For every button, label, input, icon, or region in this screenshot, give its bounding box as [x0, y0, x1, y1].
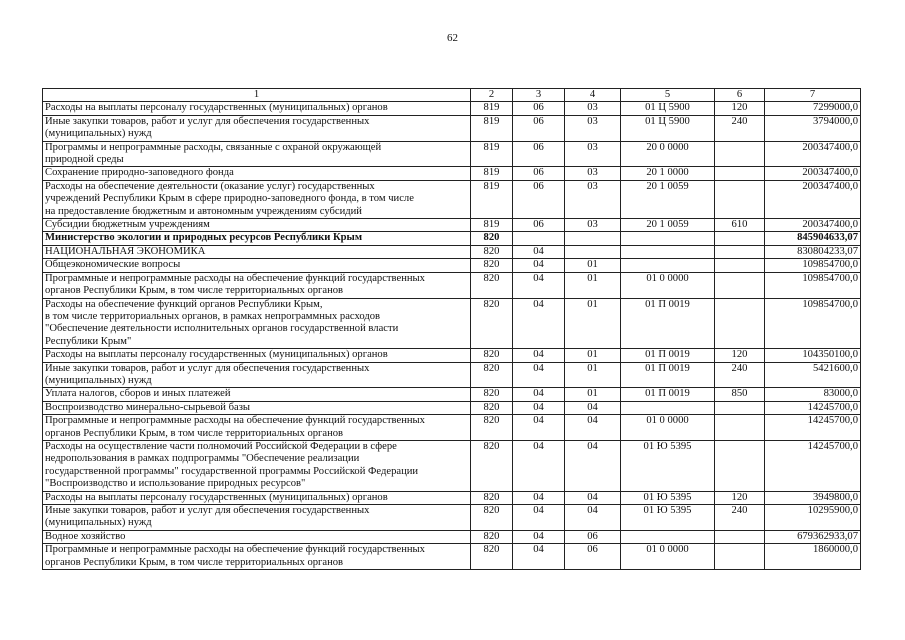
- item-name-cell: [43, 167, 471, 180]
- section-code-cell: 06: [513, 167, 565, 180]
- expense-type-cell: [715, 167, 765, 180]
- ministry-code-cell: 820: [471, 232, 513, 245]
- target-article-cell: 01 0 0000: [621, 272, 715, 298]
- item-name-cell: [43, 102, 471, 115]
- expense-type-cell: [715, 530, 765, 543]
- target-article-cell: 20 1 0059: [621, 219, 715, 232]
- amount-cell: 830804233,07: [765, 245, 861, 258]
- item-name-line: Расходы на выплаты персоналу государственных (муниципальных) органов: [45, 349, 388, 361]
- subsection-code-cell: [565, 245, 621, 258]
- subsection-code-cell: 03: [565, 167, 621, 180]
- subsection-code-cell: 06: [565, 530, 621, 543]
- item-name-line: в том числе территориальных органов, в рамках непрограммных расходов: [45, 310, 381, 322]
- item-name-line: органов Республики Крым, в том числе территориальных органов: [45, 556, 344, 568]
- item-name-line: Республики Крым": [45, 335, 132, 347]
- item-name-line: Министерство экологии и природных ресурсов Республики Крым: [45, 232, 363, 244]
- amount-cell: 14245700,0: [765, 415, 861, 441]
- ministry-code-cell: 820: [471, 401, 513, 414]
- table-row: [43, 245, 861, 258]
- section-code-cell: 04: [513, 401, 565, 414]
- target-article-cell: [621, 232, 715, 245]
- target-article-cell: 01 0 0000: [621, 415, 715, 441]
- target-article-cell: 01 П 0019: [621, 388, 715, 401]
- item-name-line: Уплата налогов, сборов и иных платежей: [45, 388, 231, 400]
- table-row: [43, 362, 861, 388]
- item-name-line: органов Республики Крым, в том числе территориальных органов: [45, 427, 344, 439]
- item-name-cell: [43, 245, 471, 258]
- item-name-line: Программные и непрограммные расходы на обеспечение функций государственных: [45, 272, 425, 284]
- section-code-cell: 04: [513, 259, 565, 272]
- expense-type-cell: [715, 141, 765, 167]
- column-header: 4: [565, 89, 621, 102]
- expense-type-cell: 610: [715, 219, 765, 232]
- item-name-line: Субсидии бюджетным учреждениям: [45, 219, 210, 231]
- expense-type-cell: 850: [715, 388, 765, 401]
- expense-type-cell: [715, 298, 765, 349]
- table-row: [43, 388, 861, 401]
- ministry-code-cell: 820: [471, 530, 513, 543]
- expense-type-cell: 120: [715, 349, 765, 362]
- section-code-cell: 06: [513, 141, 565, 167]
- section-code-cell: 04: [513, 362, 565, 388]
- item-name-line: Иные закупки товаров, работ и услуг для обеспечения государственных: [45, 362, 370, 374]
- table-row: [43, 401, 861, 414]
- item-name-line: Программы и непрограммные расходы, связанные с охраной окружающей: [45, 141, 382, 153]
- section-code-cell: 04: [513, 349, 565, 362]
- amount-cell: 200347400,0: [765, 167, 861, 180]
- item-name-line: "Воспроизводство и использование природных ресурсов": [45, 478, 306, 490]
- section-code-cell: 04: [513, 272, 565, 298]
- item-name-line: учреждений Республики Крым в сфере природно-заповедного фонда, в том числе: [45, 193, 414, 205]
- table-header-row: [43, 89, 861, 102]
- item-name-cell: [43, 298, 471, 349]
- subsection-code-cell: 01: [565, 362, 621, 388]
- item-name-line: (муниципальных) нужд: [45, 128, 152, 140]
- ministry-code-cell: 819: [471, 102, 513, 115]
- expense-type-cell: [715, 415, 765, 441]
- item-name-cell: [43, 219, 471, 232]
- expense-type-cell: [715, 544, 765, 570]
- section-code-cell: 04: [513, 530, 565, 543]
- section-code-cell: [513, 232, 565, 245]
- expense-type-cell: 240: [715, 362, 765, 388]
- amount-cell: 679362933,07: [765, 530, 861, 543]
- column-header: 6: [715, 89, 765, 102]
- target-article-cell: 01 П 0019: [621, 362, 715, 388]
- target-article-cell: 20 1 0059: [621, 180, 715, 218]
- table-row: [43, 232, 861, 245]
- amount-cell: 200347400,0: [765, 219, 861, 232]
- ministry-code-cell: 820: [471, 349, 513, 362]
- item-name-line: НАЦИОНАЛЬНАЯ ЭКОНОМИКА: [45, 245, 206, 257]
- item-name-line: на предоставление бюджетным и автономным учреждениям субсидий: [45, 205, 362, 217]
- expense-type-cell: [715, 180, 765, 218]
- amount-cell: 109854700,0: [765, 259, 861, 272]
- item-name-cell: [43, 362, 471, 388]
- item-name-cell: [43, 505, 471, 531]
- table-row: [43, 115, 861, 141]
- table-row: [43, 167, 861, 180]
- table-row: [43, 219, 861, 232]
- subsection-code-cell: 06: [565, 544, 621, 570]
- ministry-code-cell: 820: [471, 505, 513, 531]
- budget-table: [42, 88, 861, 570]
- ministry-code-cell: 819: [471, 180, 513, 218]
- target-article-cell: 01 Ц 5900: [621, 115, 715, 141]
- subsection-code-cell: 01: [565, 349, 621, 362]
- ministry-code-cell: 820: [471, 245, 513, 258]
- subsection-code-cell: 04: [565, 415, 621, 441]
- ministry-code-cell: 820: [471, 440, 513, 491]
- item-name-line: Воспроизводство минерально-сырьевой базы: [45, 401, 251, 413]
- expense-type-cell: [715, 401, 765, 414]
- subsection-code-cell: 04: [565, 491, 621, 504]
- target-article-cell: 01 Ю 5395: [621, 505, 715, 531]
- table-row: [43, 530, 861, 543]
- ministry-code-cell: 820: [471, 388, 513, 401]
- column-header: 5: [621, 89, 715, 102]
- item-name-cell: [43, 259, 471, 272]
- amount-cell: 3794000,0: [765, 115, 861, 141]
- expense-type-cell: [715, 245, 765, 258]
- item-name-cell: [43, 415, 471, 441]
- section-code-cell: 04: [513, 491, 565, 504]
- table-row: [43, 491, 861, 504]
- column-header: 2: [471, 89, 513, 102]
- ministry-code-cell: 820: [471, 544, 513, 570]
- item-name-line: (муниципальных) нужд: [45, 374, 152, 386]
- amount-cell: 109854700,0: [765, 272, 861, 298]
- subsection-code-cell: 01: [565, 272, 621, 298]
- item-name-cell: [43, 491, 471, 504]
- amount-cell: 83000,0: [765, 388, 861, 401]
- item-name-line: Расходы на обеспечение деятельности (оказание услуг) государственных: [45, 180, 375, 192]
- item-name-line: Общеэкономические вопросы: [45, 259, 181, 271]
- item-name-line: Водное хозяйство: [45, 530, 126, 542]
- section-code-cell: 06: [513, 180, 565, 218]
- target-article-cell: 01 0 0000: [621, 544, 715, 570]
- amount-cell: 5421600,0: [765, 362, 861, 388]
- ministry-code-cell: 819: [471, 167, 513, 180]
- table-row: [43, 505, 861, 531]
- expense-type-cell: 240: [715, 115, 765, 141]
- column-header: 1: [43, 89, 471, 102]
- item-name-cell: [43, 232, 471, 245]
- target-article-cell: 01 Ю 5395: [621, 440, 715, 491]
- table-row: [43, 298, 861, 349]
- section-code-cell: 06: [513, 219, 565, 232]
- item-name-line: органов Республики Крым, в том числе территориальных органов: [45, 285, 344, 297]
- item-name-line: Расходы на выплаты персоналу государственных (муниципальных) органов: [45, 102, 388, 114]
- table-row: [43, 259, 861, 272]
- ministry-code-cell: 820: [471, 415, 513, 441]
- item-name-line: природной среды: [45, 154, 124, 166]
- item-name-line: государственной программы" государственной программы Российской Федерации: [45, 465, 419, 477]
- ministry-code-cell: 819: [471, 219, 513, 232]
- item-name-line: Расходы на осуществление части полномочий Российской Федерации в сфере: [45, 440, 397, 452]
- amount-cell: 10295900,0: [765, 505, 861, 531]
- target-article-cell: 20 0 0000: [621, 141, 715, 167]
- item-name-cell: [43, 141, 471, 167]
- section-code-cell: 04: [513, 298, 565, 349]
- item-name-line: Программные и непрограммные расходы на обеспечение функций государственных: [45, 415, 425, 427]
- subsection-code-cell: 03: [565, 102, 621, 115]
- target-article-cell: [621, 245, 715, 258]
- amount-cell: 7299000,0: [765, 102, 861, 115]
- item-name-cell: [43, 349, 471, 362]
- item-name-cell: [43, 115, 471, 141]
- page-number: 62: [447, 32, 458, 44]
- subsection-code-cell: 01: [565, 259, 621, 272]
- section-code-cell: 04: [513, 245, 565, 258]
- section-code-cell: 04: [513, 544, 565, 570]
- ministry-code-cell: 820: [471, 298, 513, 349]
- table-row: [43, 141, 861, 167]
- column-header: 7: [765, 89, 861, 102]
- column-header: 3: [513, 89, 565, 102]
- amount-cell: 200347400,0: [765, 141, 861, 167]
- amount-cell: 3949800,0: [765, 491, 861, 504]
- target-article-cell: [621, 401, 715, 414]
- section-code-cell: 04: [513, 505, 565, 531]
- section-code-cell: 04: [513, 415, 565, 441]
- target-article-cell: [621, 259, 715, 272]
- ministry-code-cell: 819: [471, 141, 513, 167]
- table-row: [43, 415, 861, 441]
- table-row: [43, 272, 861, 298]
- item-name-cell: [43, 401, 471, 414]
- item-name-line: Расходы на выплаты персоналу государственных (муниципальных) органов: [45, 491, 388, 503]
- table-row: [43, 440, 861, 491]
- subsection-code-cell: 03: [565, 219, 621, 232]
- target-article-cell: 01 Ц 5900: [621, 102, 715, 115]
- amount-cell: 14245700,0: [765, 401, 861, 414]
- table-row: [43, 102, 861, 115]
- target-article-cell: 01 Ю 5395: [621, 491, 715, 504]
- subsection-code-cell: 03: [565, 115, 621, 141]
- item-name-line: Иные закупки товаров, работ и услуг для обеспечения государственных: [45, 115, 370, 127]
- item-name-line: недропользования в рамках подпрограммы "Обеспечение реализации: [45, 453, 360, 465]
- expense-type-cell: 120: [715, 102, 765, 115]
- section-code-cell: 06: [513, 102, 565, 115]
- item-name-line: (муниципальных) нужд: [45, 517, 152, 529]
- subsection-code-cell: 04: [565, 505, 621, 531]
- table-row: [43, 349, 861, 362]
- amount-cell: 104350100,0: [765, 349, 861, 362]
- item-name-line: Расходы на обеспечение функций органов Республики Крым,: [45, 298, 323, 310]
- subsection-code-cell: 03: [565, 141, 621, 167]
- item-name-cell: [43, 544, 471, 570]
- target-article-cell: [621, 530, 715, 543]
- expense-type-cell: [715, 232, 765, 245]
- expense-type-cell: [715, 272, 765, 298]
- ministry-code-cell: 820: [471, 491, 513, 504]
- expense-type-cell: 120: [715, 491, 765, 504]
- item-name-cell: [43, 530, 471, 543]
- item-name-line: Программные и непрограммные расходы на обеспечение функций государственных: [45, 544, 425, 556]
- amount-cell: 845904633,07: [765, 232, 861, 245]
- amount-cell: 200347400,0: [765, 180, 861, 218]
- expense-type-cell: [715, 440, 765, 491]
- subsection-code-cell: 03: [565, 180, 621, 218]
- expense-type-cell: [715, 259, 765, 272]
- section-code-cell: 04: [513, 388, 565, 401]
- item-name-line: "Обеспечение деятельности исполнительных органов государственной власти: [45, 323, 399, 335]
- table-row: [43, 544, 861, 570]
- item-name-line: Иные закупки товаров, работ и услуг для обеспечения государственных: [45, 505, 370, 516]
- subsection-code-cell: 04: [565, 440, 621, 491]
- subsection-code-cell: 04: [565, 401, 621, 414]
- amount-cell: 1860000,0: [765, 544, 861, 570]
- subsection-code-cell: 01: [565, 388, 621, 401]
- section-code-cell: 04: [513, 440, 565, 491]
- ministry-code-cell: 820: [471, 362, 513, 388]
- section-code-cell: 06: [513, 115, 565, 141]
- item-name-cell: [43, 272, 471, 298]
- item-name-cell: [43, 440, 471, 491]
- amount-cell: 14245700,0: [765, 440, 861, 491]
- target-article-cell: 20 1 0000: [621, 167, 715, 180]
- item-name-cell: [43, 388, 471, 401]
- expense-type-cell: 240: [715, 505, 765, 531]
- target-article-cell: 01 П 0019: [621, 298, 715, 349]
- ministry-code-cell: 820: [471, 259, 513, 272]
- item-name-line: Сохранение природно-заповедного фонда: [45, 167, 234, 179]
- ministry-code-cell: 820: [471, 272, 513, 298]
- subsection-code-cell: [565, 232, 621, 245]
- target-article-cell: 01 П 0019: [621, 349, 715, 362]
- table-row: [43, 180, 861, 218]
- subsection-code-cell: 01: [565, 298, 621, 349]
- ministry-code-cell: 819: [471, 115, 513, 141]
- item-name-cell: [43, 180, 471, 218]
- amount-cell: 109854700,0: [765, 298, 861, 349]
